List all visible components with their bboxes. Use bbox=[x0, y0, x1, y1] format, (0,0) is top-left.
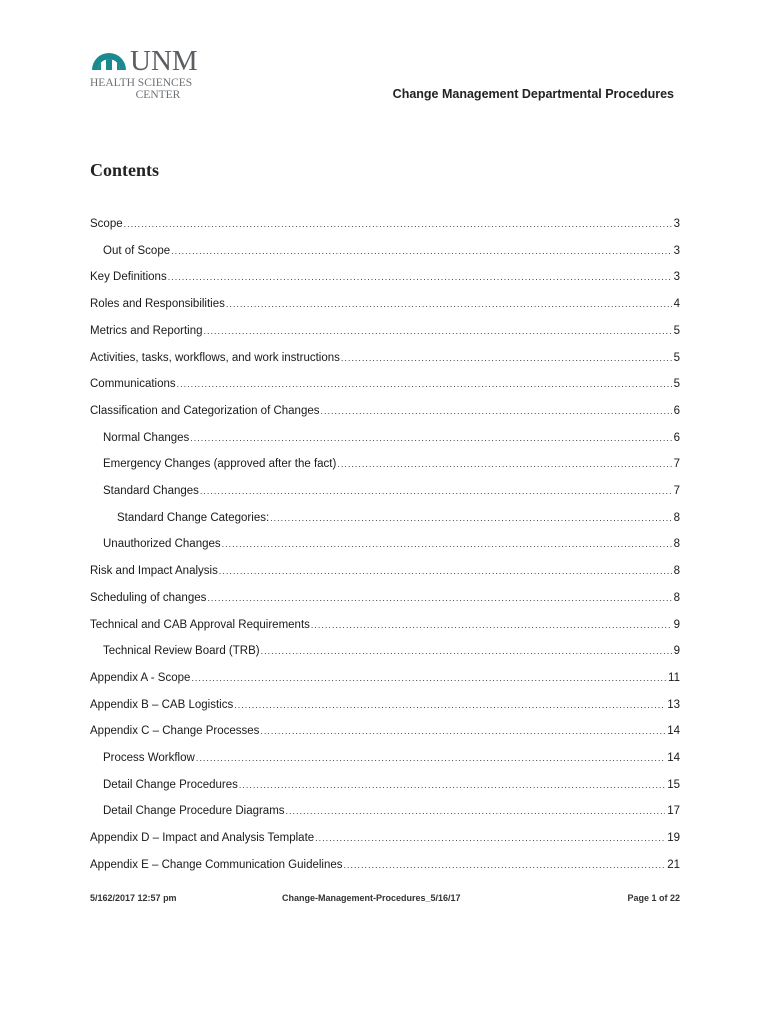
logo-line-1: HEALTH SCIENCES bbox=[90, 77, 193, 89]
toc-entry-title[interactable]: Scheduling of changes bbox=[90, 591, 207, 604]
toc-entry-page: 14 bbox=[667, 752, 680, 764]
toc-entry-title[interactable]: Standard Change Categories: bbox=[117, 511, 270, 524]
unm-logo-mark-icon bbox=[90, 46, 128, 72]
toc-entry[interactable] bbox=[103, 779, 680, 797]
toc-entry[interactable] bbox=[103, 538, 680, 556]
toc-dot-leader bbox=[196, 753, 665, 763]
toc-entry[interactable] bbox=[90, 592, 680, 610]
toc-dot-leader bbox=[270, 513, 671, 523]
toc-entry-title[interactable]: Appendix C – Change Processes bbox=[90, 725, 260, 738]
toc-entry-title[interactable]: Appendix B – CAB Logistics bbox=[90, 698, 234, 711]
toc-dot-leader bbox=[311, 620, 672, 630]
toc-entry[interactable] bbox=[90, 619, 680, 637]
toc-dot-leader bbox=[171, 246, 671, 256]
toc-entry-page: 4 bbox=[673, 298, 680, 311]
toc-entry-title[interactable]: Key Definitions bbox=[90, 271, 167, 284]
document-header-title: Change Management Departmental Procedures bbox=[392, 87, 674, 101]
page-footer bbox=[90, 893, 680, 907]
toc-entry-title[interactable]: Unauthorized Changes bbox=[103, 538, 221, 551]
logo-name: UNM bbox=[130, 45, 198, 77]
toc-entry[interactable] bbox=[103, 805, 680, 823]
toc-dot-leader bbox=[341, 353, 672, 363]
toc-entry-page: 11 bbox=[668, 671, 680, 684]
unm-hsc-logo bbox=[90, 46, 202, 104]
toc-entry[interactable] bbox=[103, 752, 680, 770]
toc-entry-page: 5 bbox=[673, 351, 680, 364]
toc-entry-title[interactable]: Roles and Responsibilities bbox=[90, 298, 225, 311]
toc-entry-title[interactable]: Risk and Impact Analysis bbox=[90, 565, 218, 578]
footer-page-number: Page 1 of 22 bbox=[627, 893, 680, 903]
toc-entry-page: 7 bbox=[673, 485, 680, 497]
footer-date: 5/162/2017 12:57 pm bbox=[90, 893, 177, 903]
toc-entry-title[interactable]: Emergency Changes (approved after the fact) bbox=[103, 458, 337, 471]
toc-dot-leader bbox=[344, 860, 666, 870]
toc-entry-page: 8 bbox=[673, 565, 680, 578]
toc-dot-leader bbox=[177, 379, 672, 389]
toc-entry[interactable] bbox=[90, 271, 680, 289]
toc-entry-page: 14 bbox=[667, 725, 680, 738]
toc-entry-page: 8 bbox=[673, 538, 680, 551]
toc-dot-leader bbox=[222, 539, 672, 549]
contents-heading: Contents bbox=[90, 160, 160, 180]
toc-entry[interactable] bbox=[117, 512, 680, 530]
toc-entry[interactable] bbox=[90, 699, 680, 717]
toc-dot-leader bbox=[190, 433, 671, 443]
toc-entry-page: 9 bbox=[673, 645, 680, 658]
toc-dot-leader bbox=[286, 806, 666, 816]
toc-dot-leader bbox=[204, 326, 672, 336]
toc-dot-leader bbox=[168, 272, 672, 282]
toc-entry-title[interactable]: Metrics and Reporting bbox=[90, 324, 203, 337]
toc-dot-leader bbox=[226, 299, 672, 309]
toc-entry-page: 8 bbox=[673, 511, 680, 524]
toc-entry-page: 7 bbox=[673, 458, 680, 471]
toc-dot-leader bbox=[219, 566, 672, 576]
toc-dot-leader bbox=[207, 593, 671, 603]
toc-entry-title[interactable]: Scope bbox=[90, 218, 123, 230]
toc-entry-page: 9 bbox=[673, 618, 680, 631]
toc-entry-title[interactable]: Classification and Categorization of Changes bbox=[90, 404, 320, 417]
toc-dot-leader bbox=[315, 833, 665, 843]
toc-dot-leader bbox=[261, 646, 672, 656]
toc-entry[interactable] bbox=[90, 218, 680, 236]
toc-entry-page: 19 bbox=[667, 832, 680, 845]
toc-dot-leader bbox=[200, 486, 672, 496]
toc-entry-page: 5 bbox=[673, 324, 680, 337]
toc-entry-page: 15 bbox=[667, 778, 680, 791]
toc-entry[interactable] bbox=[90, 298, 680, 316]
toc-entry-page: 6 bbox=[673, 431, 680, 444]
toc-entry[interactable] bbox=[90, 725, 680, 743]
toc-entry[interactable] bbox=[90, 352, 680, 370]
toc-dot-leader bbox=[124, 219, 672, 229]
toc-entry-title[interactable]: Normal Changes bbox=[103, 431, 190, 444]
toc-dot-leader bbox=[191, 673, 666, 683]
toc-entry[interactable] bbox=[103, 432, 680, 450]
toc-entry-title[interactable]: Detail Change Procedures bbox=[103, 778, 238, 791]
toc-dot-leader bbox=[239, 780, 665, 790]
toc-entry[interactable] bbox=[90, 405, 680, 423]
toc-entry-page: 8 bbox=[673, 591, 680, 604]
toc-entry[interactable] bbox=[90, 832, 680, 850]
toc-dot-leader bbox=[234, 700, 665, 710]
logo-line-2: CENTER bbox=[135, 89, 181, 101]
toc-entry[interactable] bbox=[103, 458, 680, 476]
toc-entry-page: 21 bbox=[667, 858, 680, 871]
toc-entry[interactable] bbox=[103, 645, 680, 663]
footer-filename: Change-Management-Procedures_5/16/17 bbox=[282, 893, 461, 903]
toc-entry-title[interactable]: Communications bbox=[90, 378, 176, 391]
toc-entry-title[interactable]: Technical Review Board (TRB) bbox=[103, 645, 260, 658]
toc-entry-page: 3 bbox=[673, 218, 680, 230]
toc-entry-title[interactable]: Technical and CAB Approval Requirements bbox=[90, 618, 310, 631]
toc-entry-title[interactable]: Out of Scope bbox=[103, 244, 171, 257]
toc-entry-title[interactable]: Activities, tasks, workflows, and work instructions bbox=[90, 351, 340, 364]
toc-dot-leader bbox=[337, 459, 671, 469]
toc-entry-title[interactable]: Detail Change Procedure Diagrams bbox=[103, 805, 285, 818]
toc-entry-page: 17 bbox=[667, 805, 680, 818]
toc-entry-page: 3 bbox=[673, 271, 680, 284]
toc-entry-title[interactable]: Appendix A - Scope bbox=[90, 671, 191, 684]
toc-entry[interactable] bbox=[90, 672, 680, 690]
toc-entry-page: 13 bbox=[667, 698, 680, 711]
toc-entry-title[interactable]: Appendix E – Change Communication Guidelines bbox=[90, 858, 343, 871]
toc-dot-leader bbox=[260, 726, 665, 736]
toc-entry[interactable] bbox=[90, 565, 680, 583]
toc-entry[interactable] bbox=[90, 378, 680, 396]
toc-entry-page: 6 bbox=[673, 404, 680, 417]
toc-entry-page: 3 bbox=[673, 244, 680, 257]
toc-entry-title[interactable]: Standard Changes bbox=[103, 485, 199, 497]
toc-entry[interactable] bbox=[103, 485, 680, 503]
toc-entry[interactable] bbox=[103, 245, 680, 263]
toc-dot-leader bbox=[321, 406, 672, 416]
toc-entry-title[interactable]: Process Workflow bbox=[103, 752, 195, 764]
toc-entry[interactable] bbox=[90, 325, 680, 343]
toc-entry-page: 5 bbox=[673, 378, 680, 391]
toc-entry-title[interactable]: Appendix D – Impact and Analysis Template bbox=[90, 832, 315, 845]
toc-entry[interactable] bbox=[90, 859, 680, 877]
